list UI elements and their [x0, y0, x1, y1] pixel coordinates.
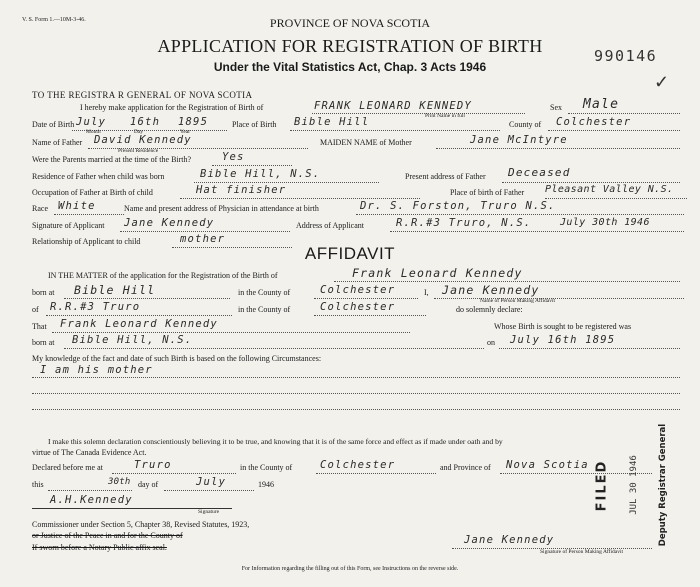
occupation-value: Hat finisher: [196, 184, 287, 196]
applicant-signature-label: Signature of Applicant: [32, 221, 105, 230]
affidavit-heading: AFFIDAVIT: [304, 244, 396, 263]
born-at-value-2: Bible Hill, N.S.: [72, 334, 193, 346]
of-place-value: R.R.#3 Truro: [50, 301, 141, 313]
whose-birth-label: Whose Birth is sought to be registered was: [494, 322, 632, 331]
matter-label: IN THE MATTER of the application for the Registration of the Birth of: [48, 271, 278, 280]
on-date-value: July 16th 1895: [510, 334, 616, 346]
born-at-label-2: born at: [32, 338, 55, 347]
county-of-label-2: in the County of: [238, 305, 291, 314]
on-label: on: [487, 338, 495, 347]
intro-label: I hereby make application for the Registration of Birth of: [80, 103, 264, 112]
deponent-value: Jane Kennedy: [442, 283, 540, 297]
declared-label: Declared before me at: [32, 463, 103, 472]
province-heading: PROVINCE OF NOVA SCOTIA: [269, 16, 431, 30]
month-value: July: [196, 476, 227, 488]
date-signed-value: July 30th 1946: [560, 217, 650, 228]
county-value: Colchester: [556, 116, 632, 128]
solemn-declaration-1: I make this solemn declaration conscientiously believing it to be true, and knowing that it is of the same force and effect as if made under oath and by: [48, 437, 503, 446]
stamp-date: JUL 30 1946: [628, 455, 639, 515]
applicant-address-label: Address of Applicant: [296, 221, 364, 230]
physician-value: Dr. S. Forston, Truro N.S.: [360, 200, 556, 212]
occupation-label: Occupation of Father at Birth of child: [32, 188, 153, 197]
father-birthplace-label: Place of birth of Father: [450, 188, 525, 197]
county-label: County of: [509, 120, 542, 129]
of-label: of: [32, 305, 39, 314]
day-note: Day: [134, 129, 144, 135]
sex-value: Male: [583, 97, 620, 112]
justice-text: or Justice of the Peace in and for the County of: [32, 531, 183, 540]
father-label: Name of Father: [32, 138, 83, 147]
person-affidavit-note: Name of Person Making Affidavit: [480, 298, 556, 304]
race-label: Race: [32, 204, 48, 213]
check-mark: ✓: [654, 72, 670, 92]
present-address-value: Deceased: [508, 166, 571, 179]
married-label: Were the Parents married at the time of the Birth?: [32, 155, 192, 164]
dob-label: Date of Birth: [32, 120, 75, 129]
declare-label: do solemnly declare:: [456, 305, 523, 314]
county-of-label: in the County of: [238, 288, 291, 297]
born-at-label: born at: [32, 288, 55, 297]
signature-note: Signature: [198, 509, 220, 515]
present-address-label: Present address of Father: [405, 172, 486, 181]
race-value: White: [58, 200, 96, 212]
province-label: and Province of: [440, 463, 491, 472]
married-value: Yes: [222, 151, 245, 163]
form-subtitle: Under the Vital Statistics Act, Chap. 3 Acts 1946: [213, 60, 487, 74]
affidavit-county-value-2: Colchester: [320, 301, 396, 313]
circumstance-value: I am his mother: [40, 364, 153, 376]
father-birthplace-value: Pleasant Valley N.S.: [545, 184, 674, 195]
this-label: this: [32, 480, 44, 489]
mother-value: Jane McIntyre: [470, 134, 568, 146]
day-number-value: 30th: [108, 477, 131, 487]
dob-month-value: July: [76, 116, 107, 128]
maiden-label: MAIDEN NAME of Mother: [320, 138, 412, 147]
present-residence-note: Present Residence: [118, 148, 159, 154]
deponent-signature-note: Signature of Person Making Affidavit: [540, 549, 623, 555]
applicant-signature-value: Jane Kennedy: [124, 217, 215, 229]
year-value: 1946: [258, 480, 274, 489]
deponent-signature: Jane Kennedy: [464, 534, 555, 546]
commissioner-signature: A.H.Kennedy: [50, 494, 133, 506]
declared-county-value: Colchester: [320, 459, 396, 471]
month-note: Month: [86, 129, 101, 135]
child-name-value: FRANK LEONARD KENNEDY: [314, 100, 472, 112]
to-registrar-heading: TO THE REGISTRA R GENERAL OF NOVA SCOTIA: [32, 90, 253, 100]
print-name-note: Print Name in full: [425, 113, 465, 119]
filed-stamp: [586, 418, 676, 568]
year-note: Year: [180, 129, 191, 135]
deputy-registrar-text: Deputy Registrar General: [658, 423, 669, 547]
affidavit-county-value: Colchester: [320, 284, 396, 296]
that-name-value: Frank Leonard Kennedy: [60, 318, 218, 330]
dob-day-value: 16th: [130, 116, 161, 128]
father-value: David Kennedy: [94, 134, 192, 146]
i-label: I,: [424, 288, 429, 297]
relationship-value: mother: [180, 233, 226, 245]
declared-province-value: Nova Scotia: [506, 459, 589, 471]
notary-text: If sworn before a Notary Public affix seal.: [32, 543, 167, 552]
relationship-label: Relationship of Applicant to child: [32, 237, 141, 246]
solemn-declaration-2: virtue of The Canada Evidence Act.: [32, 448, 147, 457]
knowledge-label: My knowledge of the fact and date of such Birth is based on the following Circumstances:: [32, 354, 322, 363]
place-value: Bible Hill: [294, 116, 370, 128]
born-at-value: Bible Hill: [74, 283, 156, 297]
footer-instructions: For Information regarding the filling out of this Form, see Instructions on the reverse side.: [241, 566, 459, 572]
day-of-label: day of: [138, 480, 159, 489]
form-code: V. S. Form 1.—10M-3-46.: [22, 17, 86, 23]
county-of-label-3: in the County of: [240, 463, 293, 472]
commissioner-text: Commissioner under Section 5, Chapter 38, Revised Statutes, 1923,: [32, 520, 250, 529]
place-label: Place of Birth: [232, 120, 277, 129]
affidavit-child-value: Frank Leonard Kennedy: [352, 266, 523, 280]
residence-label: Residence of Father when child was born: [32, 172, 165, 181]
filed-stamp-text: FILED: [594, 459, 610, 512]
form-title: APPLICATION FOR REGISTRATION OF BIRTH: [157, 36, 543, 56]
residence-value: Bible Hill, N.S.: [200, 168, 321, 180]
physician-label: Name and present address of Physician in attendance at birth: [124, 204, 319, 213]
that-label: That: [32, 322, 47, 331]
declared-at-value: Truro: [134, 459, 172, 471]
dob-year-value: 1895: [178, 116, 209, 128]
registration-number: 990146: [594, 47, 658, 65]
sex-label: Sex: [550, 103, 562, 112]
applicant-address-value: R.R.#3 Truro, N.S.: [396, 217, 532, 229]
